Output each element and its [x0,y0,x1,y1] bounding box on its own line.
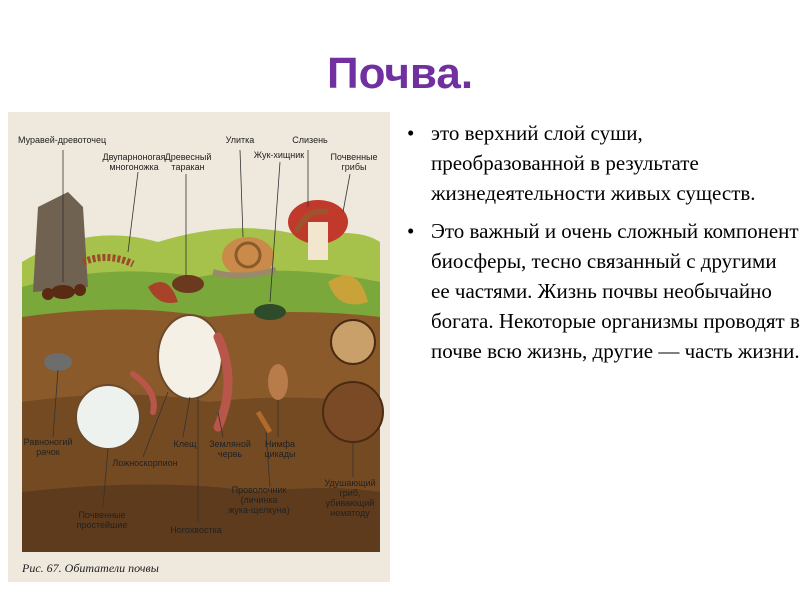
label-ant: Муравей-древоточец [18,135,107,145]
label-wireworm: Проволочник (личинка жука-щелкуна) [228,485,290,515]
label-nematode-fungus: Удушающий гриб, убивающий нематоду [324,478,376,518]
label-fungi: Почвенные грибы [330,152,378,172]
label-mite: Клещ [173,439,197,449]
label-beetle: Жук-хищник [253,150,305,160]
bullet-dot-icon: • [407,121,415,145]
bullet-text: это верхний слой суши, преобразованной в результате жизнедеятельности живых существ. [431,121,756,205]
label-protists: Почвенные простейшие [76,510,128,530]
label-woodlouse: Равноногий рачок [23,437,73,457]
label-cicada: Нимфа цикады [264,439,296,459]
label-millipede: Двупарноногая многоножка [102,152,166,172]
label-cockroach: Древесный таракан [164,152,212,172]
bullet-text: Это важный и очень сложный компонент биосферы, тесно связанный с другими ее частями. Жизнь почвы необычайно богата. Некоторые организмы проводят в почве всю жизнь, другие — часть жизни. [431,219,800,363]
label-earthworm: Земляной червь [209,439,251,459]
label-pseudoscorpion: Ложноскорпион [112,458,178,468]
bullet-list [405,118,800,374]
soil-inhabitants-figure [8,112,390,582]
label-springtail: Ногохвостка [170,525,222,535]
label-slug: Слизень [292,135,328,145]
slide-title: Почва. [326,49,474,98]
bullet-item [405,118,800,208]
figure-caption: Рис. 67. Обитатели почвы [22,561,159,575]
bullet-item [405,216,800,366]
label-snail: Улитка [225,135,255,145]
bullet-dot-icon: • [407,219,415,243]
